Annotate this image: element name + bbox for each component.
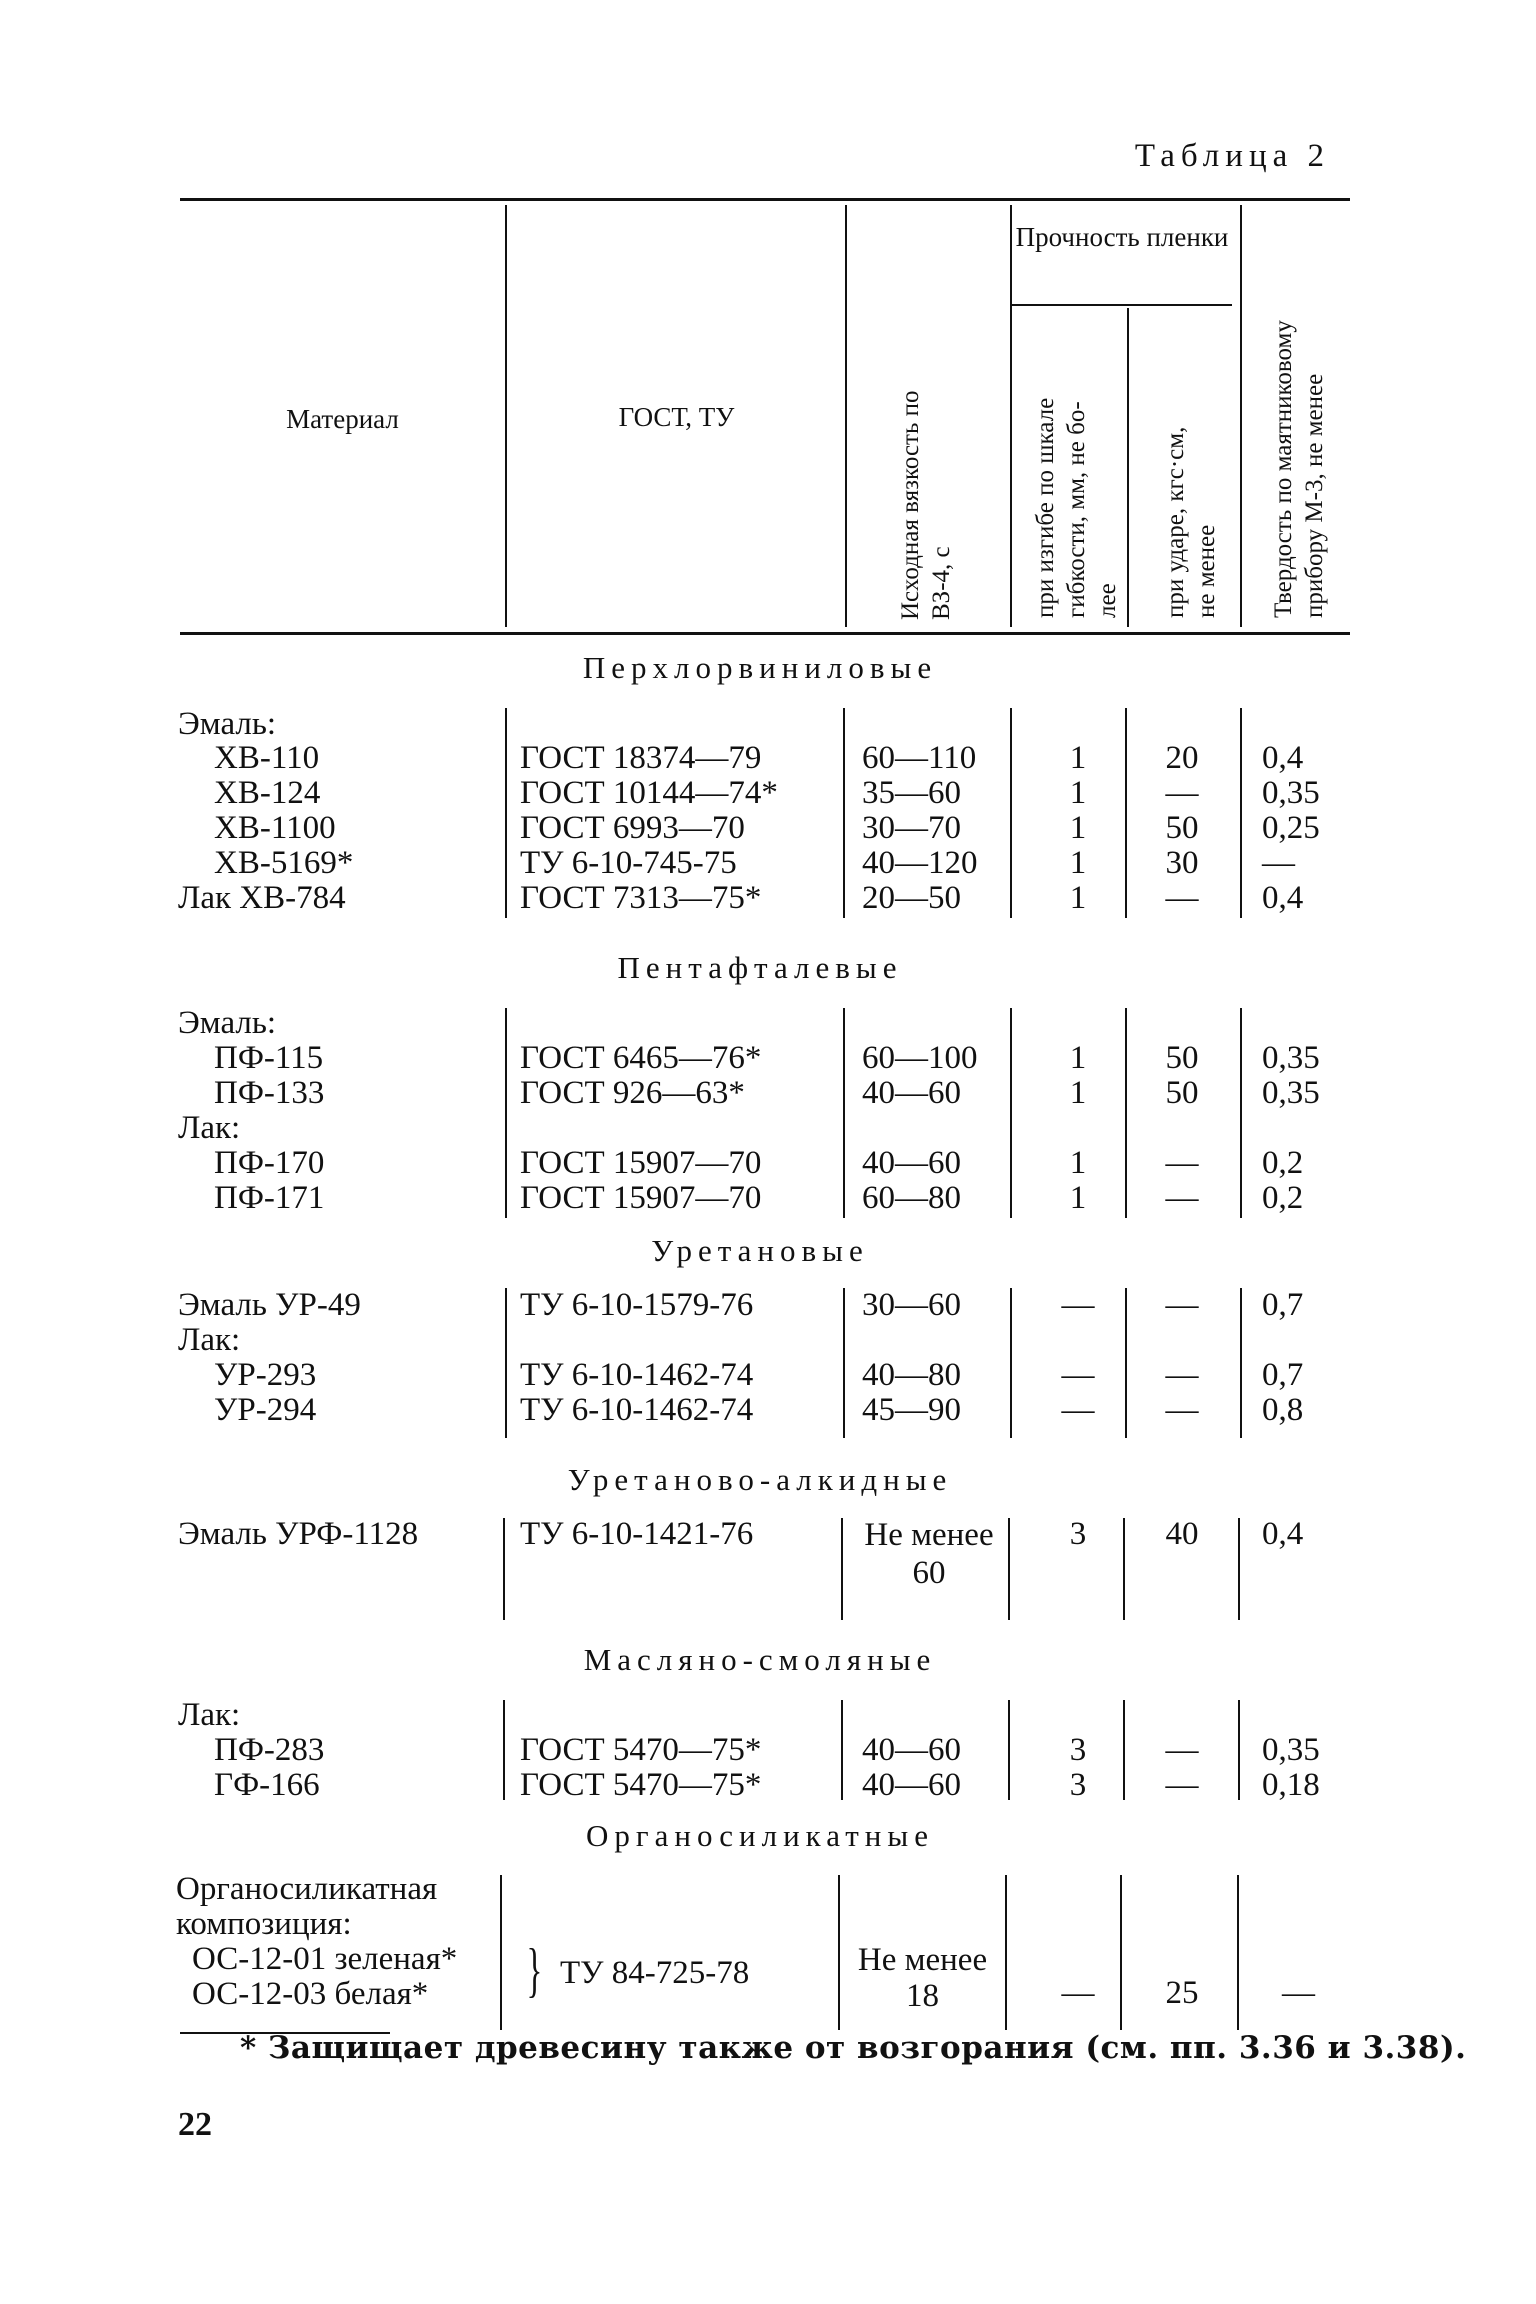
header-viscosity: Исходная вязкость по ВЗ-4, с [897, 390, 955, 620]
standard-cell: ГОСТ 5470—75* [520, 1767, 762, 1803]
standard-cell: ГОСТ 6993—70 [520, 810, 745, 846]
header-divider [1010, 205, 1012, 627]
header-bend: при изгибе по шкале гибкости, мм, не бо- лее [1032, 397, 1121, 618]
hardness-cell: 0,2 [1262, 1145, 1304, 1181]
bend-cell: 1 [1069, 810, 1087, 846]
viscosity-cell: 30—70 [862, 810, 961, 846]
header-divider [1127, 308, 1129, 627]
column-divider [1010, 1288, 1012, 1438]
hardness-cell: 0,4 [1262, 1516, 1304, 1552]
viscosity-cell: 40—60 [862, 1075, 961, 1111]
column-divider [843, 1288, 845, 1438]
section-title: Пентафталевые [617, 950, 903, 985]
hardness-cell: 0,7 [1262, 1287, 1304, 1323]
header-impact: при ударе, кгс·см, не менее [1162, 426, 1220, 618]
impact-cell: — [1165, 1357, 1199, 1393]
viscosity-cell: 60—100 [862, 1040, 978, 1076]
column-divider [505, 1008, 507, 1218]
bend-cell: 1 [1069, 740, 1087, 776]
viscosity-cell: 60—110 [862, 740, 977, 776]
standard-cell: ГОСТ 7313—75* [520, 880, 762, 916]
hardness-cell: 0,4 [1262, 740, 1304, 776]
impact-cell: — [1165, 1145, 1199, 1181]
page-number: 22 [178, 2106, 212, 2143]
material-cell: ХВ-124 [214, 775, 321, 811]
column-divider [1240, 1008, 1242, 1218]
material-cell: ХВ-1100 [214, 810, 336, 846]
viscosity-cell: 40—60 [862, 1732, 961, 1768]
column-divider [1010, 1008, 1012, 1218]
bend-cell: 1 [1069, 1075, 1087, 1111]
column-divider [505, 1288, 507, 1438]
column-divider [843, 1008, 845, 1218]
material-cell: УР-293 [214, 1357, 317, 1393]
standard-cell: ГОСТ 15907—70 [520, 1145, 762, 1181]
material-group-label: Лак: [178, 1322, 241, 1358]
header-hardness: Твердость по маятниковому прибору М-3, не менее [1270, 320, 1328, 618]
viscosity-cell: Не менее 60 [864, 1517, 994, 1591]
impact-cell: 50 [1165, 1075, 1199, 1111]
material-group-label: Лак: [178, 1697, 241, 1733]
header-standard: ГОСТ, ТУ [618, 402, 735, 432]
hardness-cell: 0,8 [1262, 1392, 1304, 1428]
hardness-cell: 0,2 [1262, 1180, 1304, 1216]
column-divider [1240, 708, 1242, 918]
viscosity-cell: 45—90 [862, 1392, 961, 1428]
viscosity-cell: 40—60 [862, 1145, 961, 1181]
material-cell: УР-294 [214, 1392, 317, 1428]
material-cell: ПФ-171 [214, 1180, 325, 1216]
material-group-label: Эмаль: [178, 1005, 277, 1041]
impact-cell: 30 [1165, 845, 1199, 881]
material-cell: Эмаль УРФ-1128 [178, 1516, 419, 1552]
impact-cell: — [1165, 1732, 1199, 1768]
bend-cell: — [1061, 1392, 1095, 1428]
viscosity-cell: 20—50 [862, 880, 961, 916]
column-divider [841, 1518, 843, 1620]
material-group-label: Эмаль: [178, 706, 277, 742]
material-cell: ХВ-110 [214, 740, 320, 776]
column-divider [841, 1700, 843, 1800]
bend-cell: — [1061, 1287, 1095, 1323]
impact-cell: — [1165, 775, 1199, 811]
section-title: Органосиликатные [586, 1818, 934, 1853]
material-cell: ПФ-115 [214, 1040, 324, 1076]
header-divider [845, 205, 847, 627]
impact-cell: — [1165, 1392, 1199, 1428]
bend-cell: 3 [1069, 1516, 1087, 1552]
material-cell: Органосиликатная композиция: ОС-12-01 зеленая* ОС-12-03 белая* [176, 1871, 458, 2012]
hardness-cell: 0,18 [1262, 1767, 1320, 1803]
impact-cell: — [1165, 1767, 1199, 1803]
hardness-cell: 0,35 [1262, 1040, 1320, 1076]
column-divider [1237, 1875, 1239, 2030]
column-divider [1238, 1518, 1240, 1620]
standard-cell: ТУ 6-10-1421-76 [520, 1516, 754, 1552]
material-cell: ПФ-133 [214, 1075, 325, 1111]
column-divider [1005, 1875, 1007, 2030]
section-title: Перхлорвиниловые [582, 650, 938, 685]
bend-cell: 1 [1069, 845, 1087, 881]
standard-cell: ТУ 6-10-1462-74 [520, 1392, 754, 1428]
hardness-cell: — [1282, 1975, 1315, 2011]
material-cell: Эмаль УР-49 [178, 1287, 361, 1323]
viscosity-cell: Не менее 18 [857, 1942, 988, 2014]
section-title: Уретановые [651, 1233, 869, 1268]
viscosity-cell: 40—120 [862, 845, 978, 881]
standard-cell: ТУ 6-10-1579-76 [520, 1287, 754, 1323]
strength-group-rule [1010, 304, 1232, 306]
material-cell: ПФ-170 [214, 1145, 325, 1181]
bend-cell: — [1061, 1357, 1095, 1393]
brace-icon: } [526, 1937, 543, 2003]
bend-cell: 1 [1069, 1180, 1087, 1216]
standard-cell: ТУ 6-10-1462-74 [520, 1357, 754, 1393]
bend-cell: 1 [1069, 880, 1087, 916]
bend-cell: 1 [1069, 775, 1087, 811]
impact-cell: — [1165, 1180, 1199, 1216]
impact-cell: — [1165, 1287, 1199, 1323]
standard-cell: ТУ 84-725-78 [560, 1955, 750, 1991]
column-divider [1240, 1288, 1242, 1438]
standard-cell: ГОСТ 18374—79 [520, 740, 762, 776]
material-group-label: Лак: [178, 1110, 241, 1146]
column-divider [505, 708, 507, 918]
impact-cell: 50 [1165, 1040, 1199, 1076]
column-divider [1008, 1700, 1010, 1800]
bend-cell: 1 [1069, 1040, 1087, 1076]
material-cell: Лак ХВ-784 [178, 880, 346, 916]
column-divider [843, 708, 845, 918]
header-material: Материал [286, 404, 399, 434]
table-top-rule [180, 198, 1350, 201]
hardness-cell: 0,4 [1262, 880, 1304, 916]
section-title: Уретаново-алкидные [567, 1462, 953, 1497]
column-divider [500, 1875, 502, 2030]
footnote: * Защищает древесину также от возгорания (см. пп. 3.36 и 3.38). [240, 2030, 1467, 2066]
standard-cell: ГОСТ 15907—70 [520, 1180, 762, 1216]
impact-cell: 25 [1165, 1975, 1199, 2011]
column-divider [1010, 708, 1012, 918]
header-divider [505, 205, 507, 627]
column-divider [503, 1518, 505, 1620]
bend-cell: 1 [1069, 1145, 1087, 1181]
viscosity-cell: 40—80 [862, 1357, 961, 1393]
impact-cell: — [1165, 880, 1199, 916]
header-strength-group: Прочность пленки [1015, 222, 1229, 252]
column-divider [1008, 1518, 1010, 1620]
standard-cell: ГОСТ 5470—75* [520, 1732, 762, 1768]
hardness-cell: 0,7 [1262, 1357, 1304, 1393]
header-bottom-rule [180, 632, 1350, 635]
impact-cell: 20 [1165, 740, 1199, 776]
hardness-cell: 0,35 [1262, 1075, 1320, 1111]
impact-cell: 50 [1165, 810, 1199, 846]
section-title: Маслянo-смоляные [583, 1642, 937, 1677]
material-cell: ГФ-166 [214, 1767, 320, 1803]
hardness-cell: — [1262, 845, 1295, 881]
viscosity-cell: 40—60 [862, 1767, 961, 1803]
column-divider [1238, 1700, 1240, 1800]
standard-cell: ТУ 6-10-745-75 [520, 845, 737, 881]
hardness-cell: 0,25 [1262, 810, 1320, 846]
header-divider [1240, 205, 1242, 627]
column-divider [503, 1700, 505, 1800]
bend-cell: — [1061, 1975, 1095, 2011]
standard-cell: ГОСТ 926—63* [520, 1075, 745, 1111]
bend-cell: 3 [1069, 1767, 1087, 1803]
table-caption: Таблица 2 [1134, 138, 1330, 174]
hardness-cell: 0,35 [1262, 775, 1320, 811]
material-cell: ХВ-5169* [214, 845, 354, 881]
viscosity-cell: 60—80 [862, 1180, 961, 1216]
bend-cell: 3 [1069, 1732, 1087, 1768]
viscosity-cell: 30—60 [862, 1287, 961, 1323]
hardness-cell: 0,35 [1262, 1732, 1320, 1768]
standard-cell: ГОСТ 6465—76* [520, 1040, 762, 1076]
standard-cell: ГОСТ 10144—74* [520, 775, 778, 811]
material-cell: ПФ-283 [214, 1732, 325, 1768]
viscosity-cell: 35—60 [862, 775, 961, 811]
impact-cell: 40 [1165, 1516, 1199, 1552]
